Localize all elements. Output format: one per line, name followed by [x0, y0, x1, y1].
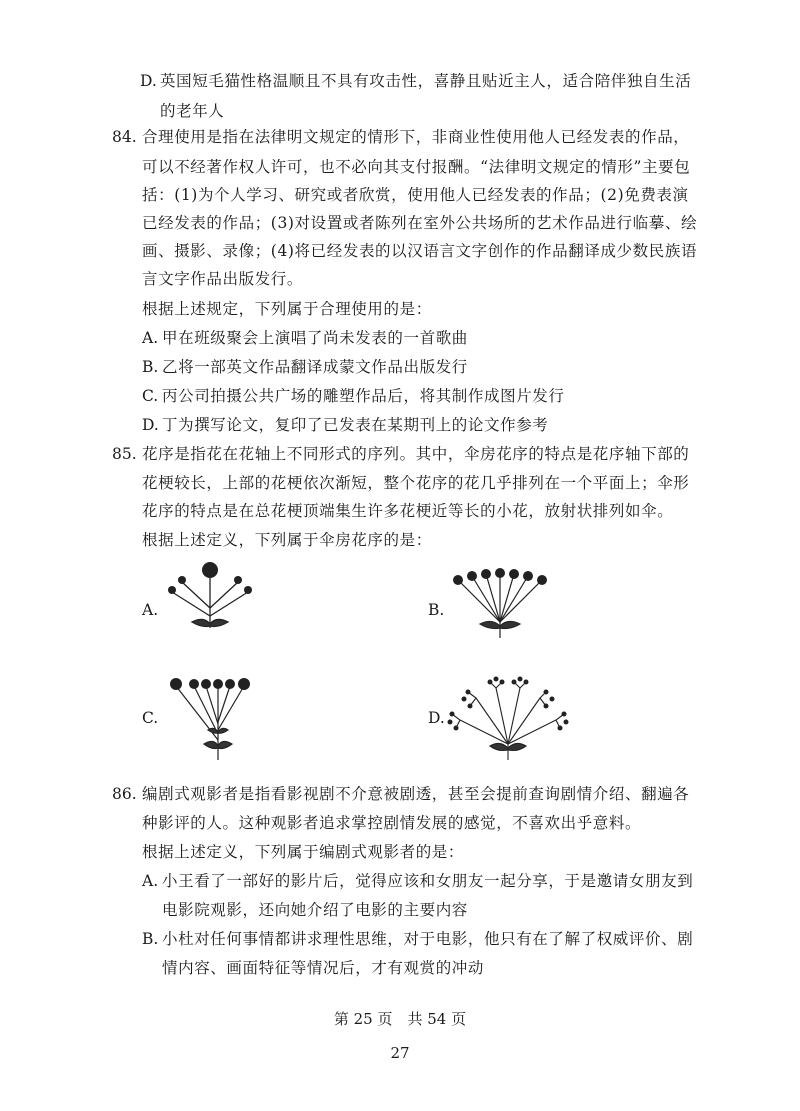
page-number: 27: [390, 1044, 410, 1062]
q84-stem-line: 可以不经著作权人许可，也不必向其支付报酬。“法律明文规定的情形”主要包: [142, 158, 691, 176]
q86-stem-line: 种影评的人。这种观影者追求掌控剧情发展的感觉，不喜欢出乎意料。: [142, 814, 642, 832]
q83-option-d-letter: D.: [140, 72, 157, 90]
q84-option-d-letter: D.: [142, 416, 159, 434]
q84-option-c-letter: C.: [142, 387, 159, 405]
q86-option-a-line1: 小王看了一部好的影片后，觉得应该和女朋友一起分享，于是邀请女朋友到: [162, 872, 694, 890]
q86-option-a-line2: 电影院观影，还向她介绍了电影的主要内容: [162, 901, 468, 919]
q84-option-c-text: 丙公司拍摄公共广场的雕塑作品后，将其制作成图片发行: [162, 387, 565, 405]
q85-figure-d-label: D.: [428, 709, 445, 727]
q84-option-a-letter: A.: [142, 329, 159, 347]
q85-prompt: 根据上述定义，下列属于伞房花序的是：: [142, 531, 432, 549]
flower-figure-c-icon: [160, 664, 270, 766]
q86-prompt: 根据上述定义，下列属于编剧式观影者的是：: [142, 843, 465, 861]
q85-stem-line: 花梗较长，上部的花梗依次渐短，整个花序的花几乎排列在一个平面上；伞形: [142, 474, 690, 492]
q84-stem-line: 已经发表的作品；(3)对设置或者陈列在室外公共场所的艺术作品进行临摹、绘: [142, 214, 698, 232]
q84-stem-line: 合理使用是指在法律明文规定的情形下，非商业性使用他人已经发表的作品，: [142, 128, 690, 146]
q84-stem-line: 画、摄影、录像；(4)将已经发表的以汉语言文字创作的作品翻译成少数民族语: [142, 242, 698, 260]
q83-option-d-line2: 的老年人: [160, 102, 225, 120]
q86-option-b-line1: 小杜对任何事情都讲求理性思维，对于电影，他只有在了解了权威评价、剧: [162, 930, 694, 948]
flower-figure-b-icon: [440, 560, 560, 644]
q84-option-b-letter: B.: [142, 358, 159, 376]
q85-figure-b-label: B.: [428, 601, 445, 619]
q84-option-d-text: 丁为撰写论文，复印了已发表在某期刊上的论文作参考: [162, 416, 549, 434]
flower-figure-a-icon: [160, 558, 260, 638]
page-info: 第 25 页 共 54 页: [333, 1010, 467, 1028]
q85-number: 85.: [112, 445, 137, 463]
q84-stem-line: 括：(1)为个人学习、研究或者欣赏，使用他人已经发表的作品；(2)免费表演: [142, 186, 689, 204]
flower-figure-d-icon: [446, 676, 570, 766]
q85-figure-a-label: A.: [142, 601, 159, 619]
q84-stem-line: 言文字作品出版发行。: [142, 270, 304, 288]
q86-number: 86.: [112, 785, 137, 803]
q86-option-b-line2: 情内容、画面特征等情况后，才有观赏的冲动: [162, 959, 485, 977]
q86-option-a-letter: A.: [142, 872, 159, 890]
q83-option-d-line1: 英国短毛猫性格温顺且不具有攻击性，喜静且贴近主人，适合陪伴独自生活: [160, 72, 692, 90]
q85-stem-line: 花序是指花在花轴上不同形式的序列。其中，伞房花序的特点是花序轴下部的: [142, 445, 690, 463]
q84-option-b-text: 乙将一部英文作品翻译成蒙文作品出版发行: [162, 358, 468, 376]
q84-option-a-text: 甲在班级聚会上演唱了尚未发表的一首歌曲: [162, 329, 468, 347]
q86-option-b-letter: B.: [142, 930, 159, 948]
q84-number: 84.: [112, 128, 137, 146]
q86-stem-line: 编剧式观影者是指看影视剧不介意被剧透，甚至会提前查询剧情介绍、翻遍各: [142, 785, 690, 803]
q84-prompt: 根据上述规定，下列属于合理使用的是：: [142, 300, 432, 318]
q85-figure-c-label: C.: [142, 709, 159, 727]
q85-stem-line: 花序的特点是在总花梗顶端集生许多花梗近等长的小花，放射状排列如伞。: [142, 502, 674, 520]
